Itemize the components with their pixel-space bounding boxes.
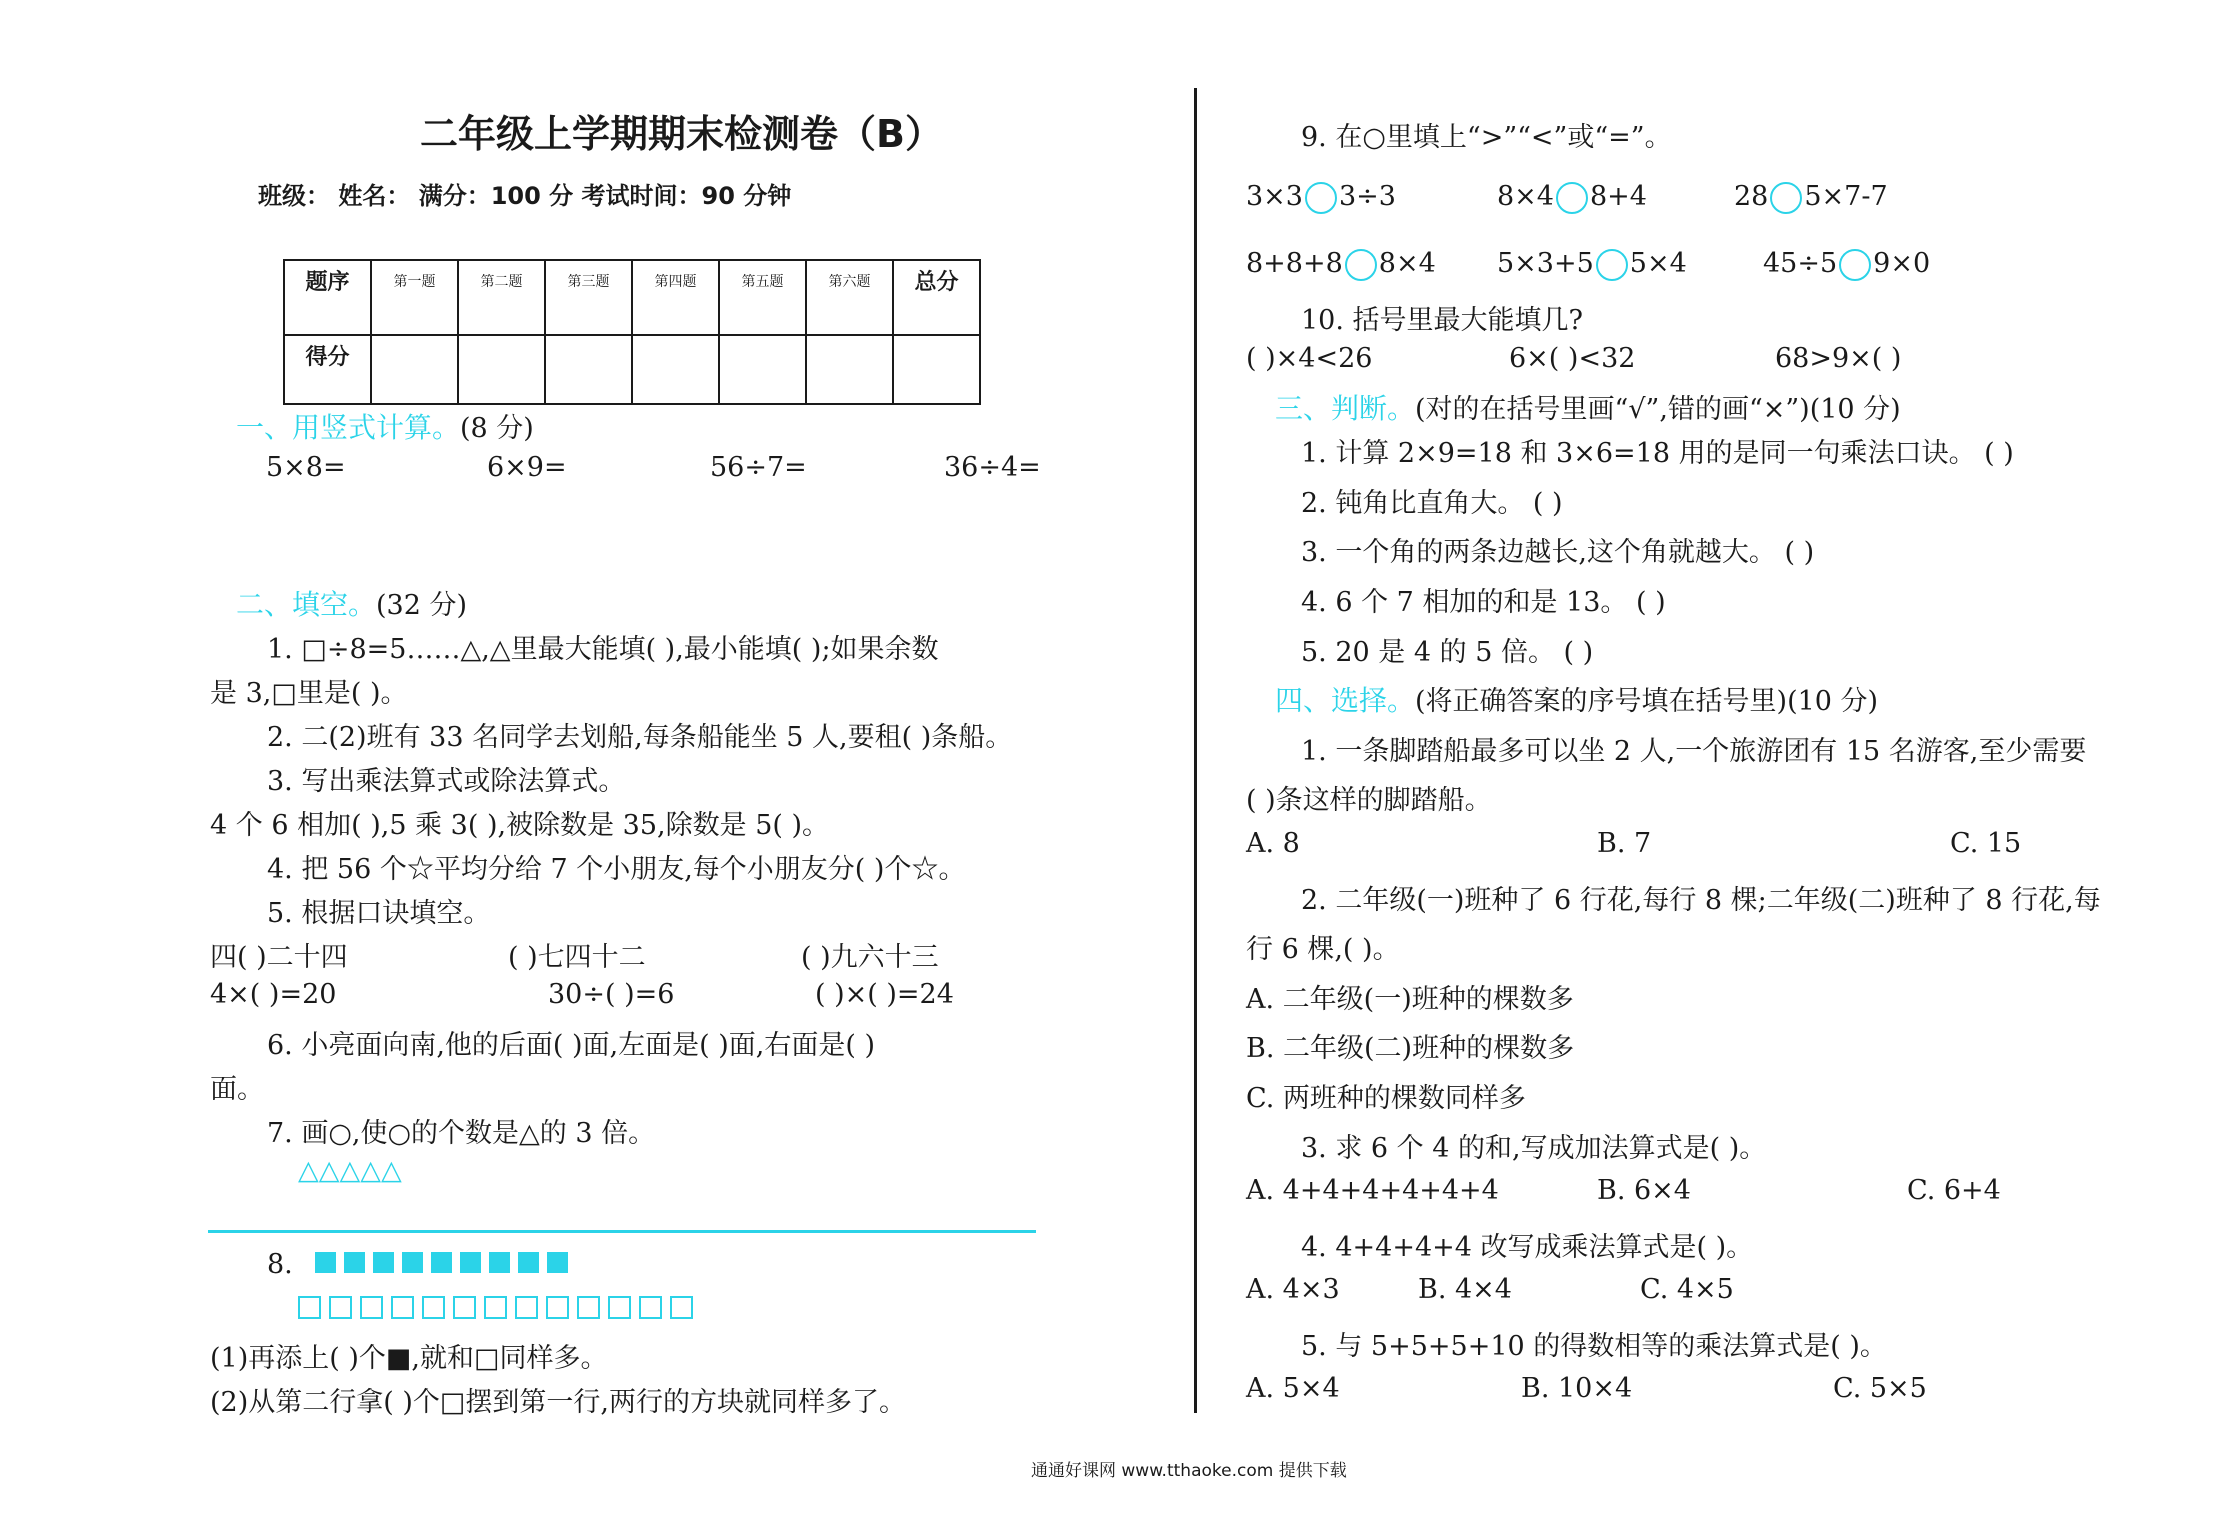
- section-2-heading: [236, 583, 467, 623]
- section-title: 四、选择。: [1275, 684, 1416, 717]
- fill-item: ( )七四十二: [508, 942, 646, 973]
- choice-option[interactable]: A. 二年级(一)班种的棵数多: [1246, 984, 1574, 1015]
- compare-item: 28 5×7-7: [1734, 181, 1888, 212]
- judge-item: 2. 钝角比直角大。 ( ): [1301, 488, 1563, 519]
- score-cell: 得分: [284, 335, 371, 404]
- question-text: 4. 把 56 个☆平均分给 7 个小朋友,每个小朋友分( )个☆。: [267, 854, 966, 885]
- circle-blank[interactable]: [1345, 249, 1377, 281]
- choice-option[interactable]: B. 7: [1597, 828, 1652, 859]
- circle-blank[interactable]: [1839, 249, 1871, 281]
- empty-square: [546, 1296, 569, 1319]
- choice-question: ( )条这样的脚踏船。: [1246, 785, 1492, 816]
- question-text: 是 3,□里是( )。: [210, 678, 408, 709]
- question-text: (1)再添上( )个■,就和□同样多。: [210, 1343, 608, 1374]
- choice-option[interactable]: B. 6×4: [1597, 1175, 1691, 1206]
- filled-square: [315, 1252, 336, 1273]
- filled-squares-row: [315, 1252, 576, 1273]
- question-text: 10. 括号里最大能填几?: [1301, 305, 1583, 336]
- circle-blank[interactable]: [1770, 182, 1802, 214]
- choice-option[interactable]: C. 15: [1950, 828, 2022, 859]
- question-text: 9. 在○里填上“>”“<”或“=”。: [1301, 122, 1672, 153]
- choice-option[interactable]: A. 8: [1246, 828, 1300, 859]
- score-table-score-row: [284, 335, 980, 404]
- score-cell: 第一题: [371, 260, 458, 335]
- choice-question: 1. 一条脚踏船最多可以坐 2 人,一个旅游团有 15 名游客,至少需要: [1301, 736, 2087, 767]
- column-divider: [1194, 88, 1197, 1413]
- choice-option[interactable]: A. 4+4+4+4+4+4: [1246, 1175, 1499, 1206]
- question-text: 2. 二(2)班有 33 名同学去划船,每条船能坐 5 人,要租( )条船。: [267, 722, 1013, 753]
- filled-square: [518, 1252, 539, 1273]
- circle-blank[interactable]: [1556, 182, 1588, 214]
- fill-item: 68>9×( ): [1775, 343, 1902, 374]
- filled-square: [373, 1252, 394, 1273]
- empty-square: [422, 1296, 445, 1319]
- empty-square: [577, 1296, 600, 1319]
- empty-square: [329, 1296, 352, 1319]
- choice-question: 3. 求 6 个 4 的和,写成加法算式是( )。: [1301, 1133, 1767, 1164]
- filled-square: [547, 1252, 568, 1273]
- score-cell: 第五题: [719, 260, 806, 335]
- compare-item: 45÷5 9×0: [1763, 248, 1931, 279]
- section-1-heading: [236, 406, 534, 446]
- question-number: 8.: [267, 1249, 293, 1280]
- score-input-cell[interactable]: [719, 335, 806, 404]
- filled-square: [431, 1252, 452, 1273]
- empty-square: [484, 1296, 507, 1319]
- choice-option[interactable]: B. 10×4: [1521, 1373, 1633, 1404]
- calc-item: 5×8=: [266, 452, 346, 483]
- fill-item: 30÷( )=6: [548, 979, 675, 1010]
- choice-option[interactable]: B. 二年级(二)班种的棵数多: [1246, 1033, 1575, 1064]
- score-cell: 第三题: [545, 260, 632, 335]
- judge-item: 1. 计算 2×9=18 和 3×6=18 用的是同一句乘法口诀。 ( ): [1301, 438, 2014, 469]
- question-text: (2)从第二行拿( )个□摆到第一行,两行的方块就同样多了。: [210, 1387, 906, 1418]
- compare-item: 8×4 8+4: [1497, 181, 1647, 212]
- choice-option[interactable]: C. 5×5: [1833, 1373, 1927, 1404]
- score-input-cell[interactable]: [893, 335, 980, 404]
- fill-item: ( )九六十三: [801, 942, 939, 973]
- question-text: 3. 写出乘法算式或除法算式。: [267, 766, 626, 797]
- score-table-header-row: [284, 260, 980, 335]
- judge-item: 3. 一个角的两条边越长,这个角就越大。 ( ): [1301, 537, 1815, 568]
- score-input-cell[interactable]: [458, 335, 545, 404]
- choice-option[interactable]: C. 4×5: [1640, 1274, 1734, 1305]
- empty-square: [453, 1296, 476, 1319]
- score-cell: 第二题: [458, 260, 545, 335]
- section-title: 三、判断。: [1275, 392, 1416, 425]
- calc-item: 36÷4=: [944, 452, 1041, 483]
- circle-blank[interactable]: [1596, 249, 1628, 281]
- fill-item: 4×( )=20: [210, 979, 337, 1010]
- empty-square: [298, 1296, 321, 1319]
- section-points: (32 分): [376, 590, 468, 621]
- question-text: 1. □÷8=5……△,△里最大能填( ),最小能填( );如果余数: [267, 634, 939, 665]
- question-text: 4 个 6 相加( ),5 乘 3( ),被除数是 35,除数是 5( )。: [210, 810, 830, 841]
- choice-option[interactable]: B. 4×4: [1418, 1274, 1512, 1305]
- choice-option[interactable]: A. 4×3: [1246, 1274, 1340, 1305]
- section-3-heading: [1275, 387, 1901, 427]
- question-text: 5. 根据口诀填空。: [267, 898, 491, 929]
- empty-square: [515, 1296, 538, 1319]
- choice-question: 4. 4+4+4+4 改写成乘法算式是( )。: [1301, 1232, 1754, 1263]
- fill-item: 6×( )<32: [1509, 343, 1636, 374]
- empty-square: [391, 1296, 414, 1319]
- empty-squares-row: [298, 1296, 701, 1319]
- triangles-figure: △△△△△: [298, 1155, 402, 1186]
- calc-item: 56÷7=: [710, 452, 807, 483]
- choice-option[interactable]: A. 5×4: [1246, 1373, 1340, 1404]
- circle-blank[interactable]: [1305, 182, 1337, 214]
- choice-option[interactable]: C. 两班种的棵数同样多: [1246, 1083, 1526, 1114]
- question-text: 7. 画○,使○的个数是△的 3 倍。: [267, 1118, 656, 1149]
- filled-square: [460, 1252, 481, 1273]
- empty-square: [360, 1296, 383, 1319]
- fill-item: ( )×4<26: [1246, 343, 1373, 374]
- calc-item: 6×9=: [487, 452, 567, 483]
- compare-item: 3×3 3÷3: [1246, 181, 1396, 212]
- compare-item: 5×3+5 5×4: [1497, 248, 1687, 279]
- empty-square: [608, 1296, 631, 1319]
- score-input-cell[interactable]: [545, 335, 632, 404]
- choice-question: 2. 二年级(一)班种了 6 行花,每行 8 棵;二年级(二)班种了 8 行花,每: [1301, 885, 2101, 916]
- score-cell: 第六题: [806, 260, 893, 335]
- section-note: (将正确答案的序号填在括号里)(10 分): [1415, 686, 1879, 717]
- score-input-cell[interactable]: [806, 335, 893, 404]
- fill-item: ( )×( )=24: [815, 979, 954, 1010]
- page-title: 二年级上学期期末检测卷（B）: [420, 112, 943, 156]
- score-input-cell[interactable]: [632, 335, 719, 404]
- footer-text: 通通好课网 www.tthaoke.com 提供下载: [1031, 1461, 1347, 1481]
- choice-option[interactable]: C. 6+4: [1907, 1175, 2001, 1206]
- fill-item: 四( )二十四: [210, 942, 348, 973]
- answer-line: [208, 1230, 1036, 1233]
- choice-question: 行 6 棵,( )。: [1246, 934, 1400, 965]
- score-cell: 题序: [284, 260, 371, 335]
- section-title: 一、用竖式计算。: [236, 411, 461, 444]
- score-cell: 总分: [893, 260, 980, 335]
- section-title: 二、填空。: [236, 588, 377, 621]
- section-note: (对的在括号里画“√”,错的画“×”)(10 分): [1415, 394, 1901, 425]
- section-4-heading: [1275, 679, 1878, 719]
- choice-question: 5. 与 5+5+5+10 的得数相等的乘法算式是( )。: [1301, 1331, 1887, 1362]
- judge-item: 4. 6 个 7 相加的和是 13。 ( ): [1301, 587, 1666, 618]
- empty-square: [670, 1296, 693, 1319]
- judge-item: 5. 20 是 4 的 5 倍。 ( ): [1301, 637, 1594, 668]
- compare-item: 8+8+8 8×4: [1246, 248, 1436, 279]
- filled-square: [402, 1252, 423, 1273]
- filled-square: [489, 1252, 510, 1273]
- empty-square: [639, 1296, 662, 1319]
- score-table: [283, 259, 981, 405]
- score-input-cell[interactable]: [371, 335, 458, 404]
- question-text: 面。: [210, 1074, 264, 1105]
- exam-info-line: 班级： 姓名： 满分：100 分 考试时间：90 分钟: [258, 182, 792, 210]
- filled-square: [344, 1252, 365, 1273]
- section-points: (8 分): [460, 413, 534, 444]
- question-text: 6. 小亮面向南,他的后面( )面,左面是( )面,右面是( ): [267, 1030, 876, 1061]
- score-cell: 第四题: [632, 260, 719, 335]
